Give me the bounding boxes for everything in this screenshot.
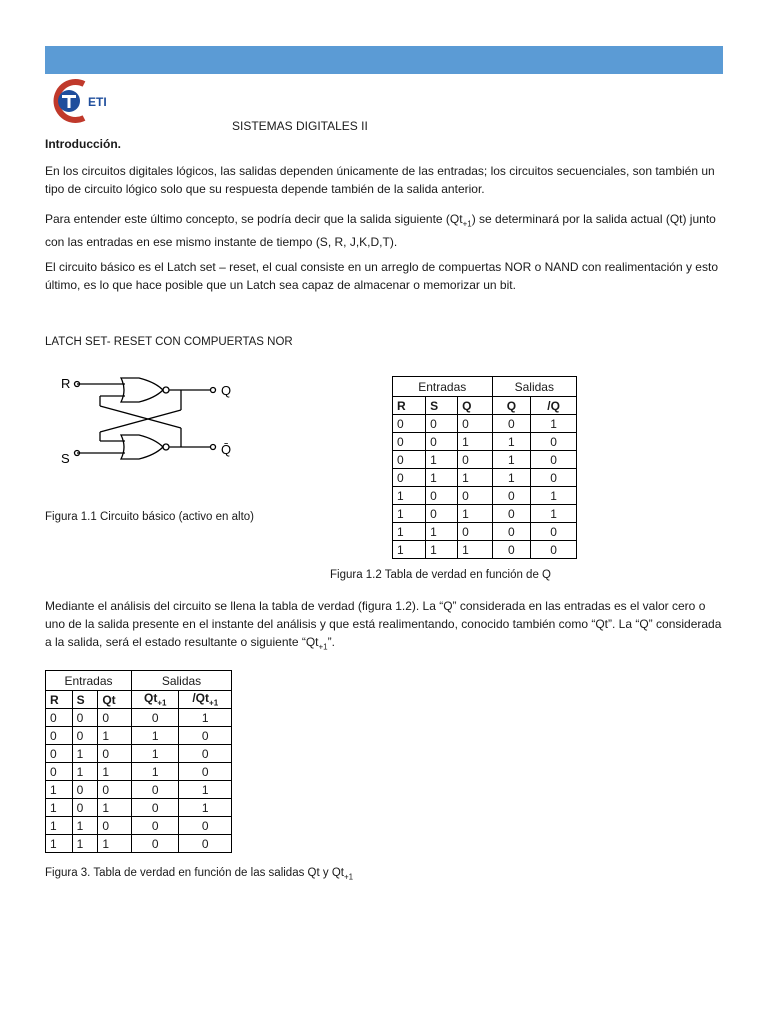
table-cell: 1	[179, 781, 232, 799]
paragraph-1: En los circuitos digitales lógicos, las salidas dependen únicamente de las entradas; los circuitos secuenciales, son también un tipo de circuito lógico solo que su respuesta depende también de la salida anterior.	[45, 164, 715, 196]
table-cell: 1	[72, 835, 98, 853]
figure-1-caption: Figura 1.1 Circuito básico (activo en alto)	[45, 511, 255, 523]
table-cell: 0	[492, 415, 531, 433]
table-cell: 1	[393, 487, 426, 505]
table-cell: 1	[531, 505, 577, 523]
table-cell: 1	[492, 451, 531, 469]
figure-2-caption: Figura 1.2 Tabla de verdad en función de Q	[330, 569, 551, 581]
table-cell: 0	[531, 451, 577, 469]
table-cell: 0	[531, 523, 577, 541]
table-cell: 1	[393, 523, 426, 541]
table-row	[46, 745, 232, 763]
table-row	[393, 523, 577, 541]
col-header: Q	[458, 397, 492, 415]
table-cell: 1	[72, 763, 98, 781]
table-cell: 1	[492, 433, 531, 451]
table-row	[46, 727, 232, 745]
table-cell: 1	[458, 469, 492, 487]
table-cell: 1	[98, 763, 132, 781]
table-cell: 0	[531, 541, 577, 559]
table-cell: 0	[393, 469, 426, 487]
col-header: S	[426, 397, 458, 415]
table-cell: 0	[179, 727, 232, 745]
table-cell: 1	[458, 433, 492, 451]
col-header: $Qt_{+1}$	[132, 691, 179, 709]
table-row	[393, 487, 577, 505]
table-row	[46, 817, 232, 835]
table-cell: 0	[132, 799, 179, 817]
label-s: S	[61, 451, 70, 466]
col-header: R	[393, 397, 426, 415]
table-row	[46, 835, 232, 853]
table-row	[393, 469, 577, 487]
table-cell: 0	[492, 523, 531, 541]
table-cell: 1	[132, 763, 179, 781]
header-bar	[45, 46, 723, 74]
label-r: R	[61, 376, 71, 391]
table-cell: 0	[426, 415, 458, 433]
table-cell: 1	[531, 415, 577, 433]
table-cell: 0	[72, 799, 98, 817]
table-row	[46, 799, 232, 817]
table-row	[46, 763, 232, 781]
intro-heading: Introducción.	[45, 137, 121, 151]
table-cell: 1	[98, 835, 132, 853]
table-cell: 0	[132, 781, 179, 799]
table-row	[46, 709, 232, 727]
table-cell: 0	[132, 835, 179, 853]
table-cell: 1	[426, 523, 458, 541]
table-header-outputs: Salidas	[132, 671, 232, 691]
table-row	[393, 541, 577, 559]
table-cell: 1	[426, 469, 458, 487]
table-cell: 0	[531, 469, 577, 487]
table-cell: 0	[46, 763, 73, 781]
paragraph-2: Para entender este último concepto, se podría decir que la salida siguiente $(Qt_{+1})$ se determinará por la salida actual (Qt) junto con las entradas en ese mismo instante de tiempo (S, R, J,K,D,T).	[45, 212, 716, 250]
table-header-outputs: Salidas	[492, 377, 576, 397]
table-cell: 0	[132, 817, 179, 835]
eti-logo	[46, 78, 116, 124]
paragraph-3: El circuito básico es el Latch set – reset, el cual consiste en un arreglo de compuertas NOR o NAND con realimentación y esto último, es lo que hace posible que un Latch sea capaz de almacenar o memorizar un bit.	[45, 260, 718, 292]
col-header: R	[46, 691, 73, 709]
table-cell: 0	[179, 745, 232, 763]
paragraph-4: Mediante el análisis del circuito se llena la tabla de verdad (figura 1.2). La “Q” considerada en las entradas es el valor cero o uno de la salida presente en el instante del análisis y que está realimentando, conocido también como “Qt”. La “Q” considerada a la salida, será el estado resultante o siguiente “$Qt_{+1}$”.	[45, 599, 722, 652]
truth-table-qt	[45, 670, 232, 853]
table-cell: 0	[458, 523, 492, 541]
table-cell: 0	[393, 451, 426, 469]
table-cell: 1	[531, 487, 577, 505]
table-cell: 0	[393, 433, 426, 451]
table-cell: 1	[132, 727, 179, 745]
page-title: SISTEMAS DIGITALES II	[232, 119, 368, 133]
table-cell: 0	[426, 487, 458, 505]
table-cell: 0	[458, 415, 492, 433]
table-header-inputs: Entradas	[393, 377, 493, 397]
table-cell: 0	[179, 817, 232, 835]
table-cell: 1	[426, 541, 458, 559]
section-heading: LATCH SET- RESET CON COMPUERTAS NOR	[45, 336, 293, 348]
table-row	[393, 451, 577, 469]
table-cell: 1	[46, 781, 73, 799]
table-cell: 0	[492, 541, 531, 559]
nor-latch-diagram	[55, 368, 245, 473]
figure-3-caption: Figura 3. Tabla de verdad en función de las salidas Qt y $Qt_{+1}$	[45, 867, 354, 882]
table-cell: 0	[46, 727, 73, 745]
truth-table-q	[392, 376, 577, 559]
col-header: Qt	[98, 691, 132, 709]
col-header: S	[72, 691, 98, 709]
label-qbar: Q̄	[221, 442, 232, 457]
table-row	[393, 505, 577, 523]
table-cell: 1	[458, 541, 492, 559]
table-cell: 1	[98, 799, 132, 817]
table-cell: 1	[46, 835, 73, 853]
table-cell: 1	[393, 505, 426, 523]
col-header: Q	[492, 397, 531, 415]
table-cell: 0	[426, 433, 458, 451]
table-row	[393, 415, 577, 433]
table-cell: 0	[179, 763, 232, 781]
table-cell: 1	[393, 541, 426, 559]
table-header-inputs: Entradas	[46, 671, 132, 691]
table-cell: 1	[98, 727, 132, 745]
table-cell: 0	[426, 505, 458, 523]
table-cell: 0	[98, 745, 132, 763]
table-cell: 0	[458, 487, 492, 505]
table-cell: 1	[458, 505, 492, 523]
table-cell: 1	[426, 451, 458, 469]
table-cell: 0	[46, 709, 73, 727]
table-cell: 1	[179, 799, 232, 817]
table-cell: 0	[393, 415, 426, 433]
table-cell: 0	[72, 781, 98, 799]
table-row	[393, 433, 577, 451]
table-cell: 0	[72, 727, 98, 745]
label-q: Q	[221, 383, 232, 398]
table-cell: 0	[492, 505, 531, 523]
table-cell: 0	[492, 487, 531, 505]
col-header: /Q	[531, 397, 577, 415]
col-header: $/Qt_{+1}$	[179, 691, 232, 709]
table-cell: 1	[46, 817, 73, 835]
table-cell: 0	[458, 451, 492, 469]
table-cell: 0	[98, 709, 132, 727]
table-cell: 1	[72, 817, 98, 835]
table-cell: 0	[98, 817, 132, 835]
table-cell: 0	[531, 433, 577, 451]
table-cell: 1	[132, 745, 179, 763]
table-cell: 1	[46, 799, 73, 817]
table-cell: 1	[179, 709, 232, 727]
table-cell: 0	[179, 835, 232, 853]
table-cell: 0	[72, 709, 98, 727]
logo-text: ETI	[88, 95, 107, 109]
table-cell: 1	[72, 745, 98, 763]
table-cell: 0	[98, 781, 132, 799]
table-cell: 0	[132, 709, 179, 727]
table-cell: 0	[46, 745, 73, 763]
table-cell: 1	[492, 469, 531, 487]
table-row	[46, 781, 232, 799]
